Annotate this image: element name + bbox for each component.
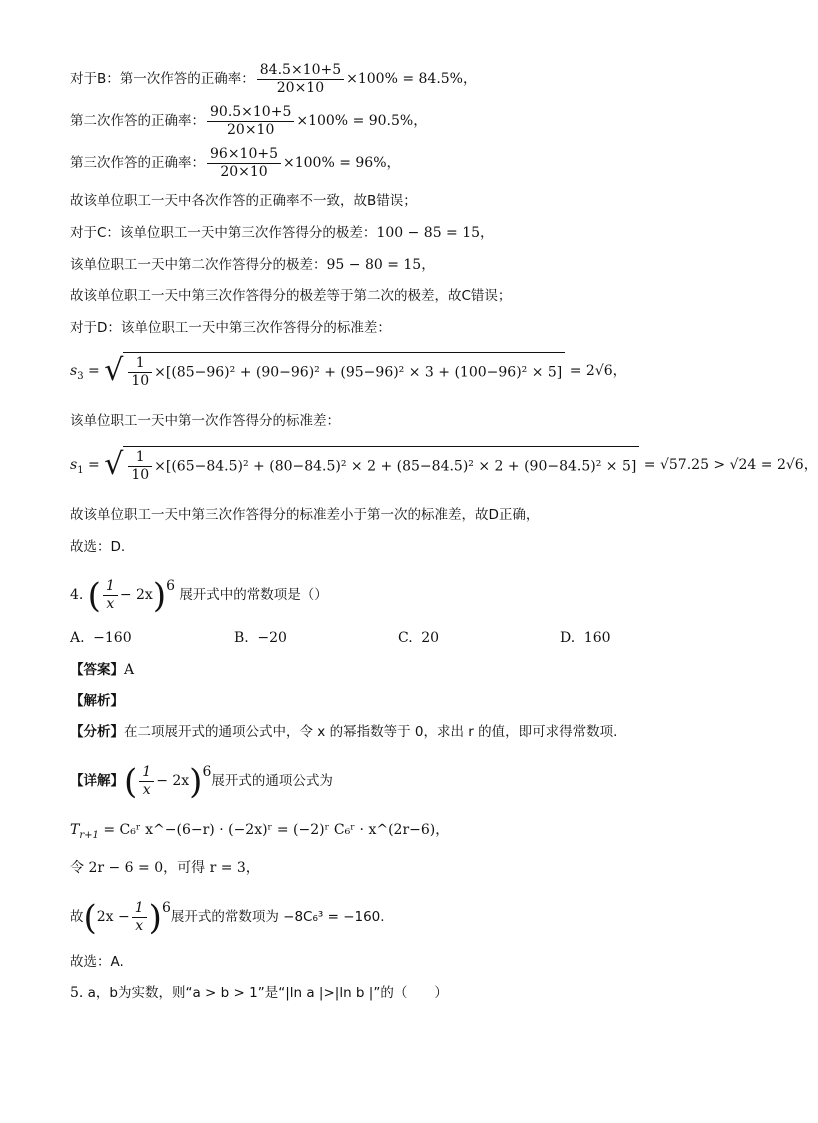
fenxi-line: 【分析】在二项展开式的通项公式中，令 x 的幂指数等于 0，求出 r 的值，即可求得常数项. [70, 724, 618, 740]
option-a[interactable]: A. −160 [70, 630, 132, 646]
option-c[interactable]: C. 20 [398, 630, 440, 646]
d-conclusion: 故该单位职工一天中第三次作答得分的标准差小于第一次的标准差，故D正确， [70, 507, 540, 523]
question-5-stem: 5. a，b为实数，则“a > b > 1”是“|ln a |>|ln b |”的（ ） [70, 985, 448, 1001]
analysis-tag: 【解析】 [70, 693, 124, 709]
answer-line [70, 660, 134, 680]
b-first-fraction: $\frac{84.5\times 10+5}{20\times 10}$ [257, 62, 344, 97]
c-third-range-expr: 100 − 85 = 15， [376, 225, 495, 241]
c-conclusion: 故该单位职工一天中第三次作答得分的极差等于第二次的极差，故C错误； [70, 288, 512, 304]
detail-line: 【详解】( $\frac{1}{x}$ − 2x)$^6$展开式的通项公式为 [70, 761, 333, 802]
question-number: 4. [70, 587, 84, 603]
s3-formula: $s_3$ = √ $\frac{1}{10}$ ×[(85−96)² + (90−96)² + (95−96)² × 3 + (100−96)² × 5] = 2√6， [70, 353, 627, 389]
final-line: 故(2x − $\frac{1}{x}$ )$^6$展开式的常数项为 −8C₆³ = −160. [70, 897, 385, 938]
b-third-rate [70, 146, 401, 181]
b-first-tail: ×100% = 84.5%， [346, 71, 477, 87]
option-d[interactable]: D. 160 [560, 630, 611, 646]
s1-radicand: $\frac{1}{10}$ ×[(65−84.5)² + (80−84.5)² × 2 + (85−84.5)² × 2 + (90−84.5)² × 5] [123, 446, 639, 484]
sqrt-symbol: √ [104, 447, 124, 482]
let-line: 令 2r − 6 = 0，可得 r = 3， [70, 860, 260, 876]
s1-result: = √57.25 > √24 = 2√6， [643, 457, 818, 473]
s1-formula: $s_1$ = √ $\frac{1}{10}$ ×[(65−84.5)² + (80−84.5)² × 2 + (85−84.5)² × 2 + (90−84.5)² × 5] = √57.25 > √24 = 2√6， [70, 447, 818, 483]
b-second-label: 第二次作答的正确率： [70, 113, 205, 129]
s3-radicand: $\frac{1}{10}$ ×[(85−96)² + (90−96)² + (95−96)² × 3 + (100−96)² × 5] [123, 352, 565, 390]
b-first-label: 对于B：第一次作答的正确率： [70, 71, 255, 87]
answer-tag: 【答案】 [70, 662, 124, 678]
b-second-fraction: $\frac{90.5\times 10+5}{20\times 10}$ [207, 104, 294, 139]
b-first-rate [70, 62, 477, 97]
d-choice: 故选：D. [70, 539, 126, 555]
b-third-label: 第三次作答的正确率： [70, 155, 205, 171]
question-4-stem: 4. ( $\frac{1}{x}$ − 2x)$^6$ 展开式中的常数项是（） [70, 575, 328, 616]
c-third-range: 对于C：该单位职工一天中第三次作答得分的极差：100 − 85 = 15， [70, 225, 495, 241]
b-second-tail: ×100% = 90.5%， [296, 113, 428, 129]
s3-result: = 2√6， [569, 363, 627, 379]
q4-choice: 故选：A. [70, 954, 124, 970]
b-third-tail: ×100% = 96%， [283, 155, 401, 171]
option-b[interactable]: B. −20 [234, 630, 287, 646]
sqrt-symbol: √ [104, 353, 124, 388]
b-third-fraction: $\frac{96\times 10+5}{20\times 10}$ [207, 146, 281, 181]
s1-intro: 该单位职工一天中第一次作答得分的标准差： [70, 413, 340, 429]
d-intro: 对于D：该单位职工一天中第三次作答得分的标准差： [70, 320, 391, 336]
answer-value: A [124, 662, 135, 678]
b-conclusion: 故该单位职工一天中各次作答的正确率不一致，故B错误； [70, 193, 417, 209]
b-second-rate [70, 104, 427, 139]
c-second-range: 该单位职工一天中第二次作答得分的极差：95 − 80 = 15， [70, 257, 436, 273]
question-4-options [70, 628, 770, 648]
c-second-range-expr: 95 − 80 = 15， [326, 257, 436, 273]
general-term: $T_{r+1}$ = C₆ʳ x^−(6−r) · (−2x)ʳ = (−2)ʳ C₆ʳ · x^(2r−6)， [70, 822, 450, 841]
